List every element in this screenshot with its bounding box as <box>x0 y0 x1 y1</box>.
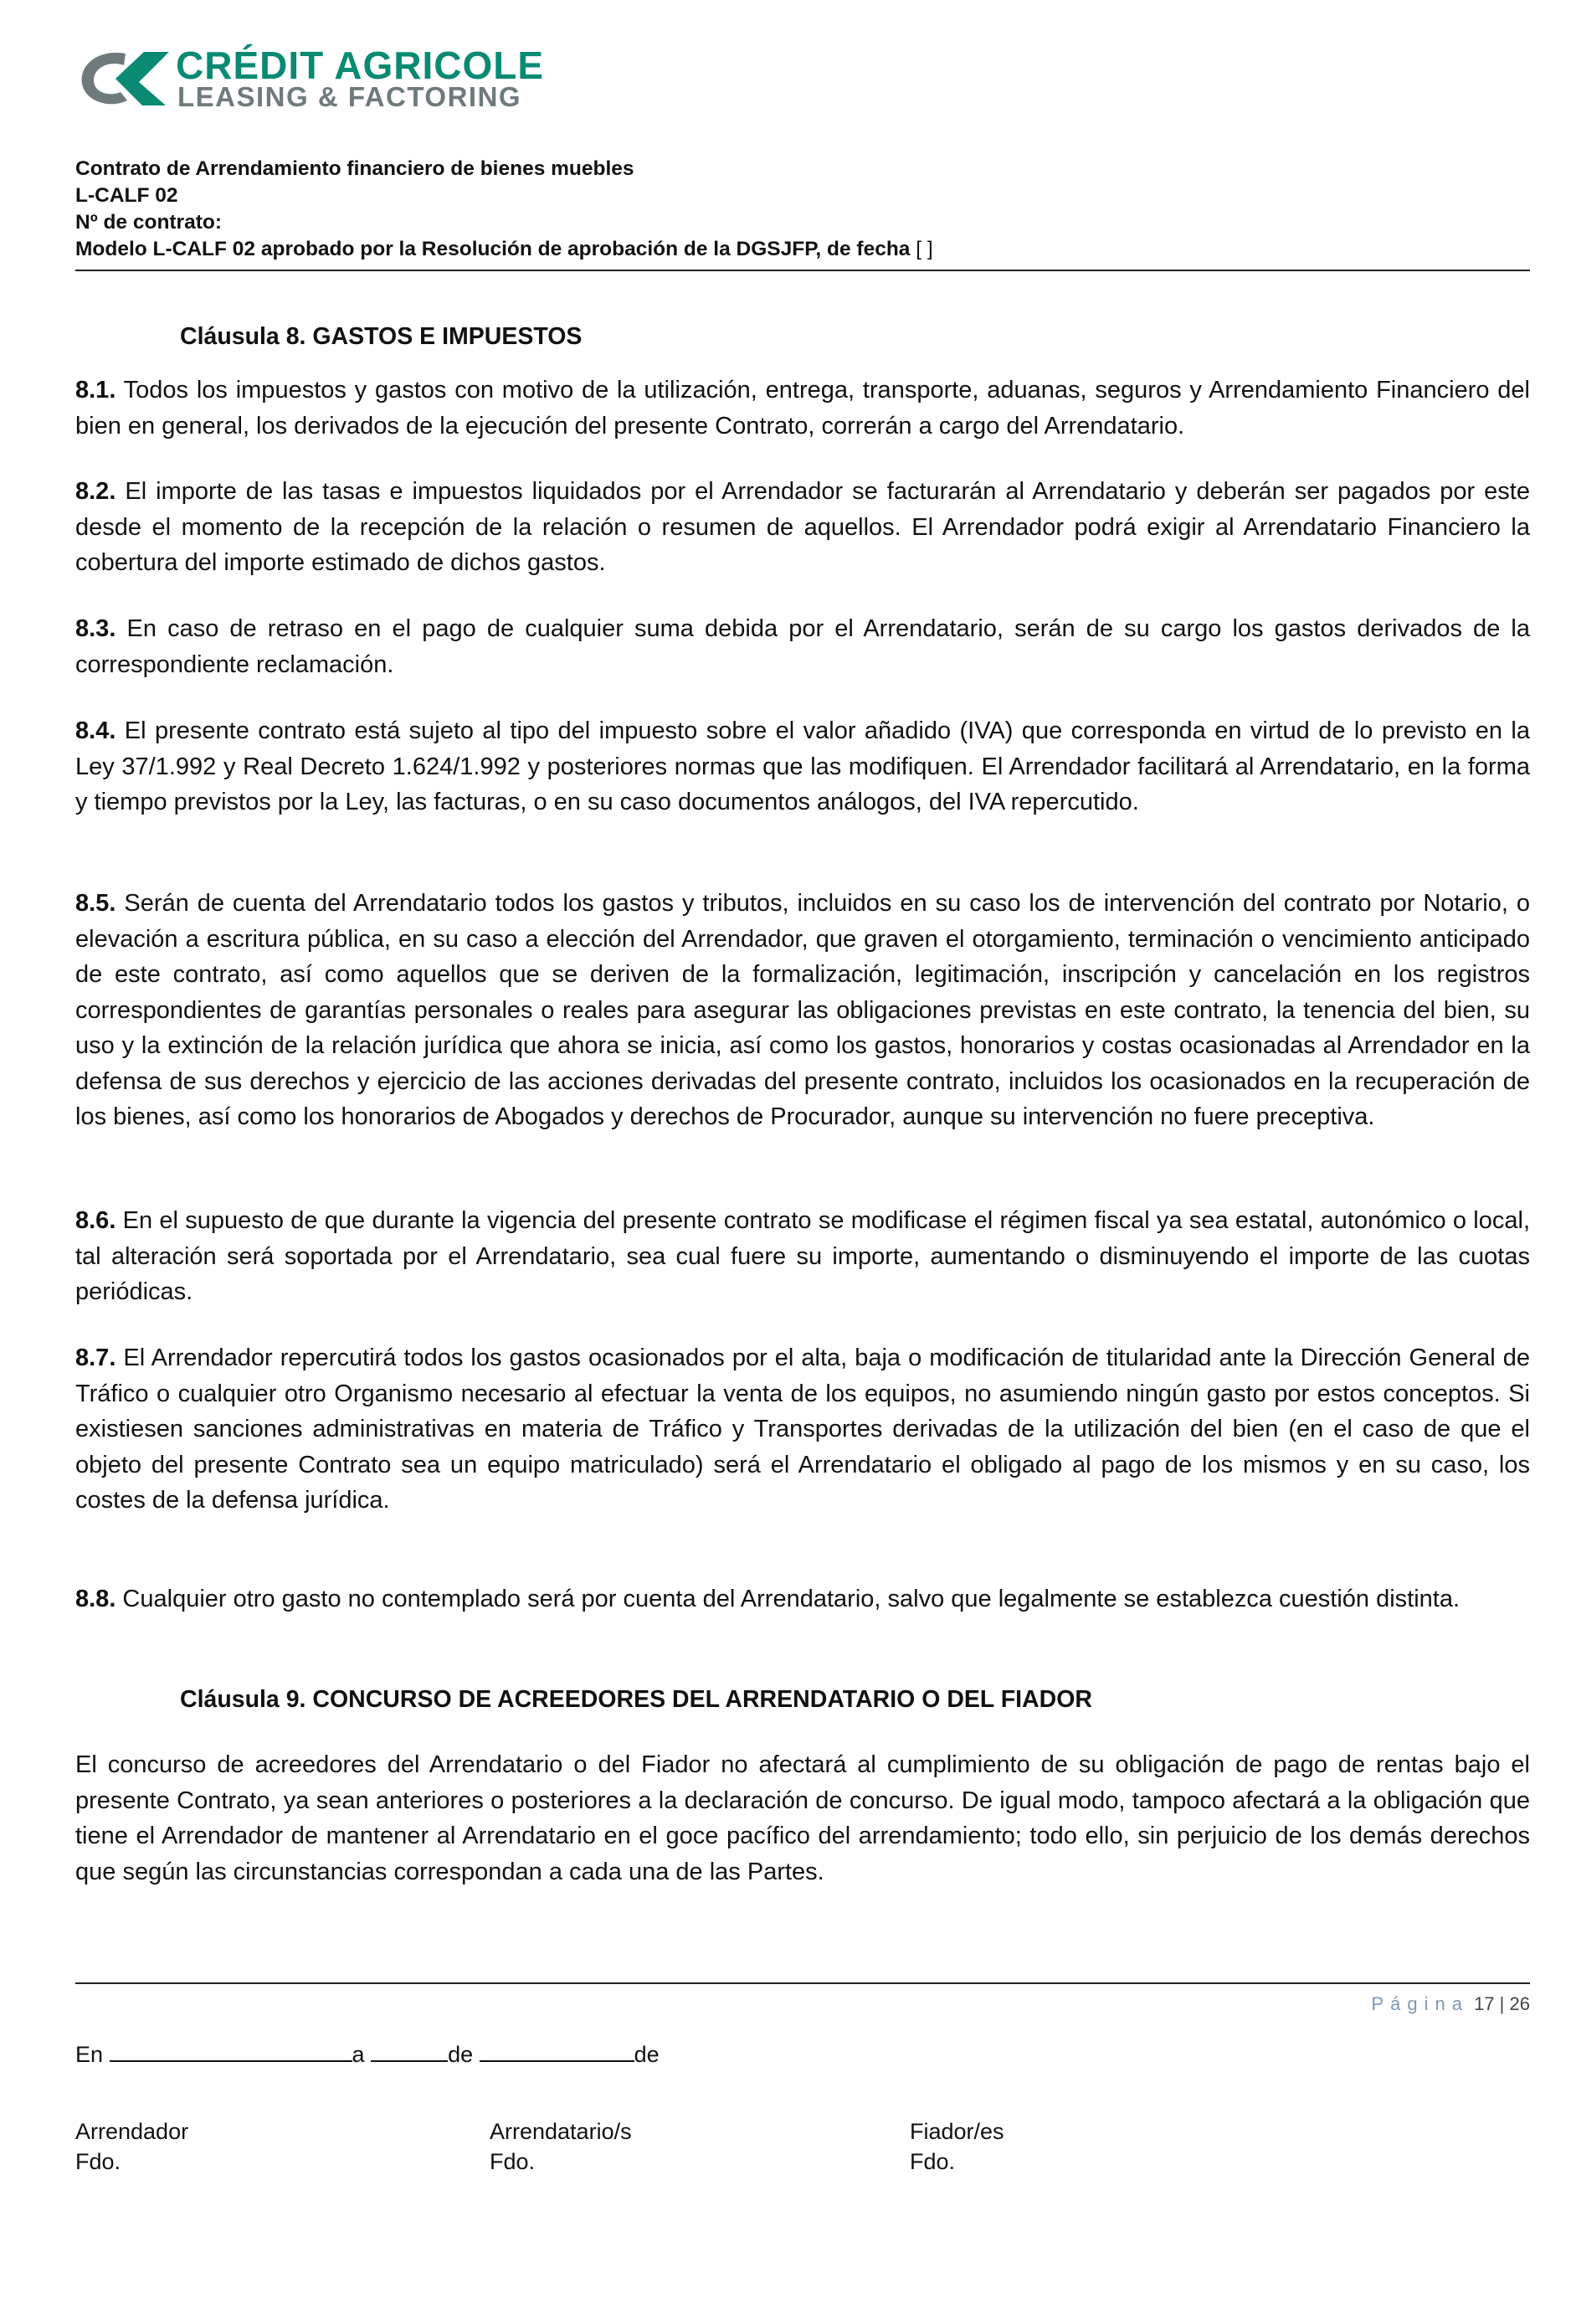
clause-text: Cualquier otro gasto no contemplado será por cuenta del Arrendatario, salvo que legalmente se establezca cuestión distinta. <box>116 1586 1460 1612</box>
page-separator: | <box>1499 1993 1505 2014</box>
document-header <box>75 156 1532 263</box>
clause-8-7-paragraph <box>75 1340 1530 1519</box>
header-model-code: L-CALF 02 <box>75 184 178 207</box>
place-blank[interactable] <box>110 2040 352 2062</box>
day-blank[interactable] <box>371 2040 448 2062</box>
logo-subtitle-text: LEASING & FACTORING <box>177 81 522 112</box>
header-model-approval <box>75 236 1532 263</box>
footer-divider <box>75 1982 1530 1984</box>
clause-9-paragraph: El concurso de acreedores del Arrendatario o del Fiador no afectará al cumplimiento de su obligación de pago de rentas bajo el presente Contrato, ya sean anteriores o posteriores a la declaración de concurso. De igual modo, tampoco afectará a la obligación que tiene el Arrendador de mantener al Arrendatario en el goce pacífico del arrendamiento; todo ello, sin perjuicio de los demás derechos que según las circunstancias correspondan a cada una de las Partes. <box>75 1751 1530 1885</box>
clause-text: El Arrendador repercutirá todos los gastos ocasionados por el alta, baja o modificación de titularidad ante la Dirección General de Tráfico o cualquier otro Organismo necesario al efectuar la venta de los equipos, no asumiendo ningún gasto por estos conceptos. Si existiesen sanciones administrativas en materia de Tráfico y Transportes derivadas de la utilización del bien (en el caso de que el objeto del presente Contrato sea un equipo matriculado) será el Arrendatario el obligado al pago de los mismos y en su caso, los costes de la defensa jurídica. <box>75 1345 1530 1514</box>
signature-block-fiador <box>910 2116 1004 2177</box>
clause-8-1-paragraph <box>75 373 1530 444</box>
clause-text: Todos los impuestos y gastos con motivo de la utilización, entrega, transporte, aduanas, seguros y Arrendamiento Financiero del bien en general, los derivados de la ejecución del presente Contrato, correrán a cargo del Arrendatario. <box>75 377 1530 440</box>
signature-fdo: Fdo. <box>910 2149 956 2174</box>
place-date-line <box>75 2039 660 2069</box>
clause-text: En el supuesto de que durante la vigencia del presente contrato se modificase el régimen fiscal ya sea estatal, autonómico o local, tal alteración será soportada por el Arrendatario, sea cual fuere su importe, aumentando o disminuyendo el importe de las cuotas periódicas. <box>75 1207 1530 1305</box>
clause-9-heading: Cláusula 9. CONCURSO DE ACREEDORES DEL ARRENDATARIO O DEL FIADOR <box>180 1686 1092 1713</box>
logo-brand-text: CRÉDIT AGRICOLE <box>176 44 545 87</box>
clause-8-8-paragraph <box>75 1581 1530 1617</box>
clause-8-6-paragraph <box>75 1203 1530 1310</box>
clause-number: 8.7. <box>75 1345 116 1371</box>
signature-fdo: Fdo. <box>75 2149 121 2174</box>
month-label: de <box>448 2042 474 2067</box>
day-label: a <box>352 2042 365 2067</box>
clause-text: El presente contrato está sujeto al tipo del impuesto sobre el valor añadido (IVA) que corresponda en virtud de lo previsto en la Ley 37/1.992 y Real Decreto 1.624/1.992 y posteriores normas que las modifiquen. El Arrendador facilitará al Arrendatario, en la forma y tiempo previstos por la Ley, las facturas, o en su caso documentos análogos, del IVA repercutido. <box>75 717 1530 815</box>
signature-role: Arrendatario/s <box>490 2119 632 2144</box>
clause-number: 8.2. <box>75 478 116 505</box>
signature-fdo: Fdo. <box>490 2149 536 2174</box>
company-logo <box>77 45 571 112</box>
clause-number: 8.6. <box>75 1207 116 1234</box>
header-contract-number: Nº de contrato: <box>75 211 223 234</box>
header-divider <box>75 270 1530 271</box>
header-contract-title: Contrato de Arrendamiento financiero de bienes muebles <box>75 157 634 180</box>
clause-text: En caso de retraso en el pago de cualquier suma debida por el Arrendatario, serán de su cargo los gastos derivados de la correspondiente reclamación. <box>75 615 1530 678</box>
signature-block-arrendador <box>75 2116 188 2177</box>
clause-8-2-paragraph <box>75 474 1530 581</box>
clause-8-3-paragraph <box>75 611 1530 682</box>
clause-8-5-paragraph <box>75 886 1530 1135</box>
place-label: En <box>75 2042 104 2067</box>
page-current: 17 <box>1474 1993 1495 2014</box>
header-date-placeholder: [ ] <box>916 238 933 260</box>
page-total: 26 <box>1509 1993 1530 2014</box>
clause-text: El importe de las tasas e impuestos liquidados por el Arrendador se facturarán al Arrendatario y deberán ser pagados por este desde el momento de la recepción de la relación o resumen de aquellos. El Arrendador podrá exigir al Arrendatario Financiero la cobertura del importe estimado de dichos gastos. <box>75 478 1530 576</box>
month-blank[interactable] <box>480 2040 634 2062</box>
clause-number: 8.4. <box>75 717 116 744</box>
page-word: Página <box>1371 1993 1469 2014</box>
clause-number: 8.1. <box>75 377 116 404</box>
clause-number: 8.8. <box>75 1586 116 1612</box>
clause-number: 8.3. <box>75 615 116 642</box>
year-label: de <box>634 2042 660 2067</box>
clause-8-4-paragraph <box>75 713 1530 820</box>
clause-8-heading: Cláusula 8. GASTOS E IMPUESTOS <box>180 323 583 350</box>
clause-text: Serán de cuenta del Arrendatario todos los gastos y tributos, incluidos en su caso los de intervención del contrato por Notario, o elevación a escritura pública, en su caso a elección del Arrendador, que graven el otorgamiento, terminación o vencimiento anticipado de este contrato, así como aquellos que se deriven de la formalización, legitimación, inscripción y cancelación en los registros correspondientes de garantías personales o reales para asegurar las obligaciones previstas en este contrato, la tenencia del bien, su uso y la extinción de la relación jurídica que ahora se inicia, así como los gastos, honorarios y costas ocasionadas al Arrendador en la defensa de sus derechos y ejercicio de las acciones derivadas del presente contrato, incluidos los ocasionados en la recuperación de los bienes, así como los honorarios de Abogados y derechos de Procurador, aunque su intervención no fuere preceptiva. <box>75 890 1530 1130</box>
credit-agricole-emblem-icon <box>77 45 171 112</box>
signature-role: Arrendador <box>75 2119 189 2144</box>
clause-number: 8.5. <box>75 890 116 917</box>
signature-role: Fiador/es <box>910 2119 1004 2144</box>
signature-block-arrendatario <box>490 2116 632 2177</box>
page-number <box>1371 1992 1530 2017</box>
header-model-approval-text: Modelo L-CALF 02 aprobado por la Resolución de aprobación de la DGSJFP, de fecha <box>75 238 911 260</box>
